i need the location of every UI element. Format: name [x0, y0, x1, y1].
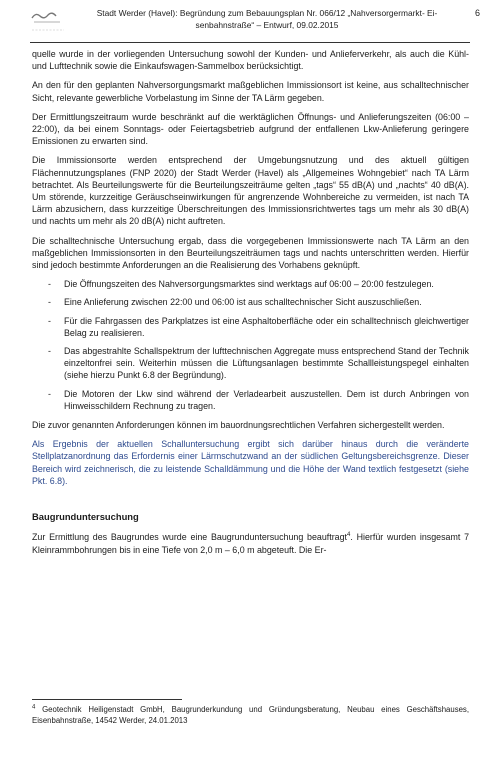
- list-item: [32, 278, 469, 290]
- paragraph: Die schalltechnische Untersuchung ergab, dass die vorgegebenen Immissionswerte nach TA Lärm an den maßgeblichen Immissionsorten in den Beurteilungszeiträumen tags und nachts unterschritten werden. Hierfür sind jedoch bestimmte Anforderungen an die Realisierung des Vorhabens geknüpft.: [32, 235, 469, 271]
- requirements-list: [32, 278, 469, 412]
- header-line-1: Stadt Werder (Havel): Begründung zum Bebauungsplan Nr. 066/12 „Nahversorgermarkt- Ei-: [96, 8, 438, 18]
- list-item: [32, 315, 469, 339]
- list-item-text: Die Motoren der Lkw sind während der Verladearbeit auszustellen. Dem ist durch Anbringen von Hinweisschildern Rechnung zu tragen.: [64, 388, 469, 411]
- page-header: [86, 7, 448, 31]
- highlighted-paragraph: Als Ergebnis der aktuellen Schalluntersuchung ergibt sich darüber hinaus durch die veränderte Stellplatzanordnung das Erfordernis einer Lärmschutzwand an der südlichen Geltungsbereichsgrenze. Dieser Bereich wird zeichnerisch, die zu leistende Schalldämmung und die Höhe der Wand textlich festgesetzt (siehe Pkt. 6.8).: [32, 439, 469, 486]
- bullet-dash: -: [48, 297, 51, 308]
- header-line-2: senbahnstraße“ – Entwurf, 09.02.2015: [195, 20, 339, 30]
- page-number: 6: [474, 8, 480, 18]
- list-item-text: Die Öffnungszeiten des Nahversorgungsmarktes sind werktags auf 06:00 – 20:00 festzulegen.: [64, 279, 434, 290]
- footnote: [32, 705, 469, 726]
- section-heading: Baugrunduntersuchung: [32, 511, 139, 523]
- paragraph: quelle wurde in der vorliegenden Untersuchung sowohl der Kunden- und Anlieferverkehr, als auch die Kühl- und Lufttechnik sowie die Einkaufswagen-Sammelbox berücksichtigt.: [32, 49, 469, 72]
- bullet-dash: -: [48, 346, 51, 357]
- list-item-text: Das abgestrahlte Schallspektrum der lufttechnischen Aggregate muss entsprechend Stand der Technik einzeltonfrei sein. Weiterhin müssen die Lüftungsanlagen bestimmte Schallleistungspegel einhalten (siehe hierzu Punkt 6.8 der Begründung).: [64, 346, 469, 381]
- paragraph: An den für den geplanten Nahversorgungsmarkt maßgeblichen Immissionsort ist keine, aus schalltechnischer Sicht, relevante gewerbliche Vorbelastung im Sinne der TA Lärm gegeben.: [32, 80, 469, 103]
- footnote-reference[interactable]: 4: [347, 532, 351, 539]
- footnote-number: 4: [32, 704, 36, 711]
- bullet-dash: -: [48, 279, 51, 290]
- header-divider: [30, 42, 470, 43]
- list-item-text: Eine Anlieferung zwischen 22:00 und 06:00 ist aus schalltechnischer Sicht auszuschließen.: [64, 297, 422, 308]
- municipal-logo-icon: [30, 10, 70, 36]
- paragraph: [32, 531, 469, 555]
- bullet-dash: -: [48, 388, 51, 399]
- paragraph: Die Immissionsorte werden entsprechend der Umgebungsnutzung und des aktuell gültigen Flächennutzungsplanes (FNP 2020) der Stadt Werder (Havel) als „Allgemeines Wohngebiet“ nach TA Lärm betrachtet. Als Beurteilungswerte für die Beurteilungszeiträume gelten „tags“ 55 dB(A) und „nachts“ 40 dB(A). Um störende, kurzzeitige Geräuschseinwirkungen für angrenzende Wohnbereiche zu vermeiden, ist nach TA Lärm abzusichern, dass kurzzeitige Überschreitungen des Immissionsrichtwertes tags um mehr als 30 dB(A) und nachts um mehr als 20 dB(A) nicht auftreten.: [32, 155, 469, 227]
- list-item: [32, 388, 469, 412]
- footnote-text: Geotechnik Heiligenstadt GmbH, Baugrunderkundung und Gründungsberatung, Neubau eines Geschäftshauses, Eisenbahnstraße, 14542 Werder, 24.01.2013: [32, 705, 469, 725]
- list-item: [32, 345, 469, 382]
- paragraph-text: Zur Ermittlung des Baugrundes wurde eine Baugrunduntersuchung beauftragt: [32, 532, 347, 543]
- list-item: [32, 296, 469, 308]
- body-content: [32, 48, 469, 563]
- paragraph: Der Ermittlungszeitraum wurde beschränkt auf die werktäglichen Öffnungs- und Anlieferungszeiten (06:00 – 22:00), da bei einem Sonntags- oder Feiertagsbetrieb aufgrund der entfallenen Lkw-Anlieferung geringere Emissionen zu erwarten sind.: [32, 111, 469, 147]
- bullet-dash: -: [48, 315, 51, 326]
- list-item-text: Für die Fahrgassen des Parkplatzes ist eine Asphaltoberfläche oder ein schalltechnisch gleichwertiger Belag zu realisieren.: [64, 315, 469, 338]
- footnote-divider: [32, 699, 182, 700]
- paragraph-text: . Hierfür wurden insgesamt 7 Kleinrammbohrungen bis in eine Tiefe von 2,0 m – 6,0 m abgeteuft. Die Er-: [32, 532, 469, 555]
- paragraph: Die zuvor genannten Anforderungen können im bauordnungsrechtlichen Verfahren sichergestellt werden.: [32, 420, 445, 431]
